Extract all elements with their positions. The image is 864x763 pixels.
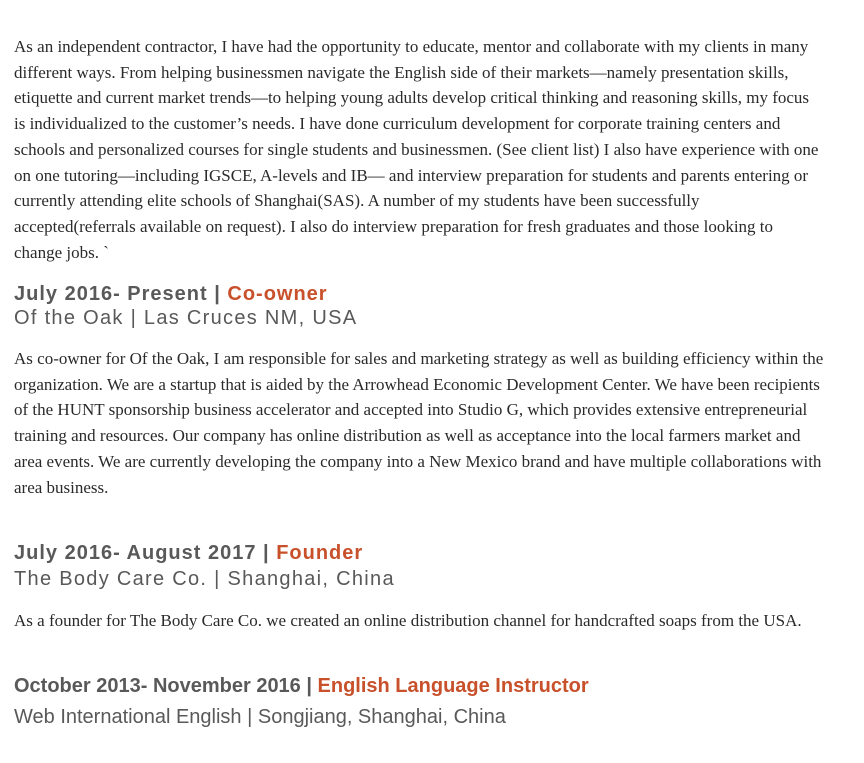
job-dates: July 2016- August 2017 | [14,542,277,564]
cut-off-previous-line [14,0,834,7]
job-dates: July 2016- Present | [14,283,228,305]
job-role: Founder [276,542,364,564]
company-location: The Body Care Co. | Shanghai, China [14,568,395,590]
job-dates: October 2013- November 2016 | [14,675,318,697]
job-heading-english-instructor [14,675,589,698]
company-location: Of the Oak | Las Cruces NM, USA [14,307,358,329]
intro-paragraph: As an independent contractor, I have had the opportunity to educate, mentor and collaborate with my clients in many different ways. From helping businessmen navigate the English side of their markets—namely presentation skills, etiquette and current market trends—to helping young adults develop critical thinking and reasoning skills, my focus is individualized to the customer’s needs. I have done curriculum development for corporate training centers and schools and personalized courses for single students and businessmen. (See client list) I also have experience with one on one tutoring—including IGSCE, A-levels and IB— and interview preparation for students and parents entering or currently attending elite schools of Shanghai(SAS). A number of my students have been successfully accepted(referrals available on request). I also do interview preparation for fresh graduates and those looking to change jobs. ` [14,37,819,262]
job-description: As co-owner for Of the Oak, I am responsible for sales and marketing strategy as well as building efficiency within the organization. We are a startup that is aided by the Arrowhead Economic Development Center. We have been recipients of the HUNT sponsorship business accelerator and accepted into Studio G, which provides extensive entrepreneurial training and resources. Our company has online distribution as well as acceptance into the local farmers market and area events. We are currently developing the company into a New Mexico brand and have multiple collaborations with area business. [14,349,824,497]
job-role: Co-owner [227,283,328,305]
company-location: Web International English | Songjiang, Shanghai, China [14,706,506,728]
job-heading-founder [14,542,363,565]
job-description: As a founder for The Body Care Co. we created an online distribution channel for handcrafted soaps from the USA. [14,611,802,630]
job-role: English Language Instructor [317,675,589,697]
job-heading-co-owner [14,283,328,306]
